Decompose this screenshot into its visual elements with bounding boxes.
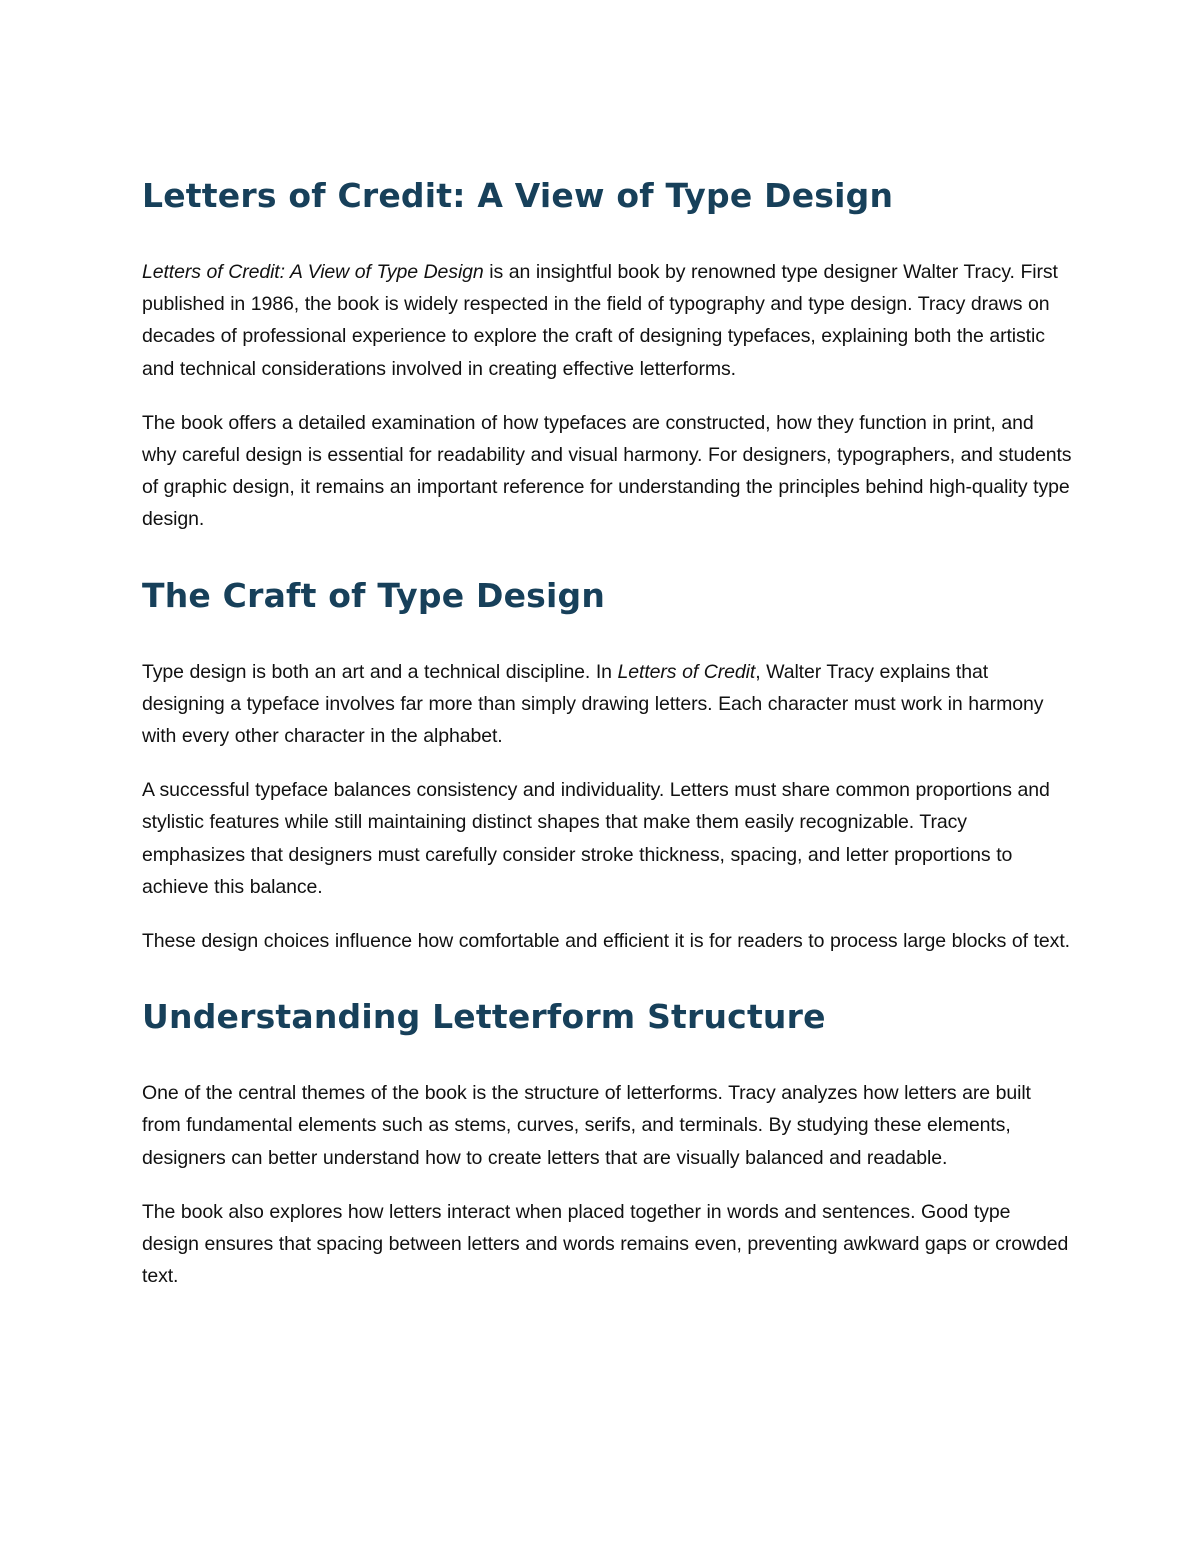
paragraph-text: is an insightful book by renowned type designer Walter Tracy. First published in 1986, the book is widely respected in the field of typography and type design. Tracy draws on decades of professional experience to explore the craft of designing typefaces, explaining both the artistic and technical considerations involved in creating effective letterforms. (142, 261, 1058, 380)
paragraph: The book offers a detailed examination of how typefaces are constructed, how they function in print, and why careful design is essential for readability and visual harmony. For designers, typographers, and students of graphic design, it remains an important reference for understanding the principles behind high-quality type design. (142, 411, 1072, 531)
paragraph: The book also explores how letters interact when placed together in words and sentences. Good type design ensures that spacing between letters and words remains even, preventing awkward gaps or crowded text. (142, 1200, 1069, 1288)
paragraph (142, 256, 1072, 385)
paragraph: One of the central themes of the book is the structure of letterforms. Tracy analyzes how letters are built from fundamental elements such as stems, curves, serifs, and terminals. By studying these elements, designers can better understand how to create letters that are visually balanced and readable. (142, 1082, 1031, 1169)
paragraph-text: Type design is both an art and a technical discipline. In (142, 660, 618, 683)
document-page (142, 170, 1072, 1292)
paragraph: These design choices influence how comfortable and efficient it is for readers to process large blocks of text. (142, 930, 1070, 953)
section-heading: Letters of Credit: A View of Type Design (142, 176, 894, 215)
paragraph-text: , Walter Tracy explains that designing a typeface involves far more than simply drawing letters. Each character must work in harmony with every other character in the alphabet. (142, 660, 1044, 748)
section-heading: Understanding Letterform Structure (142, 997, 826, 1037)
section-letterform-structure (142, 991, 1072, 1292)
book-title-italic: Letters of Credit (617, 660, 756, 683)
section-craft-of-type-design (142, 570, 1072, 958)
paragraph (142, 656, 1072, 753)
section-heading: The Craft of Type Design (142, 575, 606, 615)
book-title-italic: Letters of Credit: A View of Type Design (142, 261, 484, 283)
paragraph: A successful typeface balances consistency and individuality. Letters must share common proportions and stylistic features while still maintaining distinct shapes that make them easily recognizable. Tracy emphasizes that designers must carefully consider stroke thickness, spacing, and letter proportions to achieve this balance. (142, 779, 1050, 898)
section-letters-of-credit (142, 170, 1072, 536)
